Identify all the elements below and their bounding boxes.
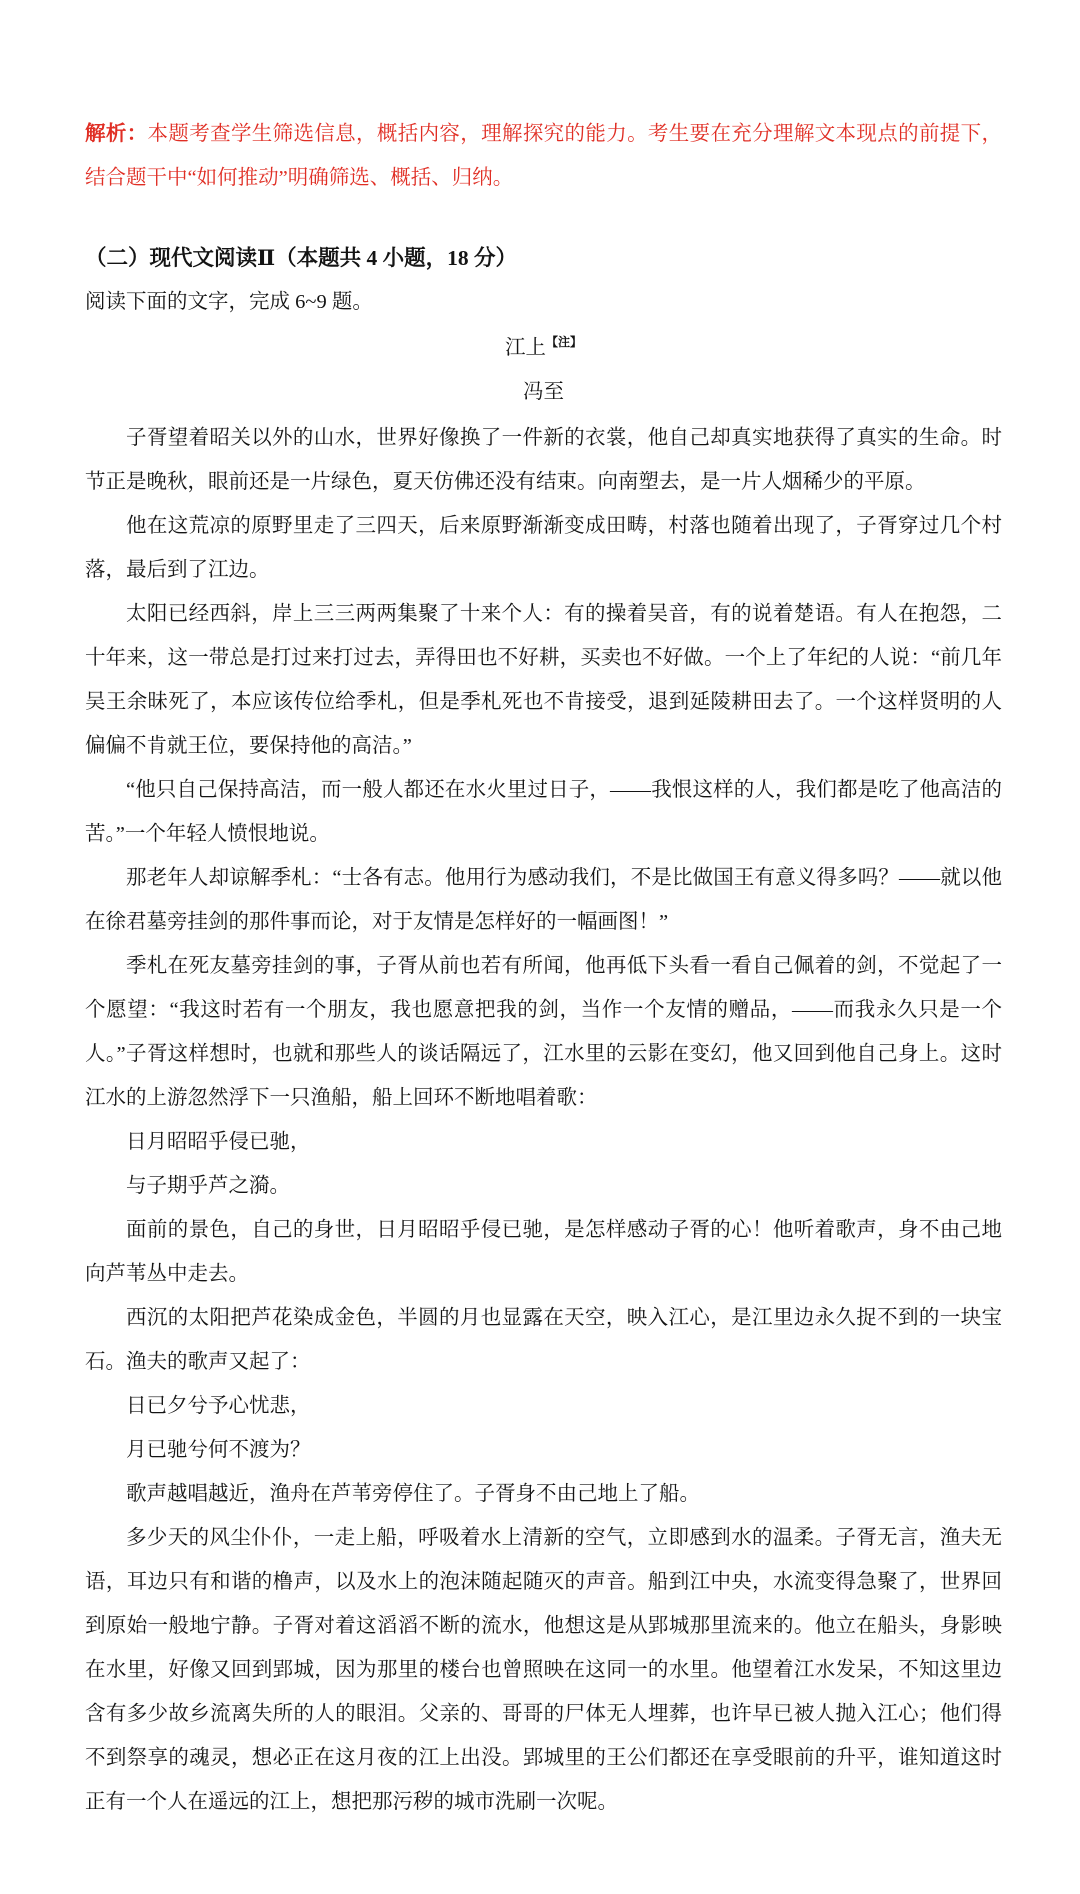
passage-author: 冯至 [523,381,564,403]
passage-title-text: 江上 [504,337,546,359]
passage-paragraph: “他只自己保持高洁，而一般人都还在水火里过日子，——我恨这样的人，我们都是吃了他高洁的苦。”一个年轻人愤恨地说。 [85,779,1002,845]
passage-paragraph: 他在这荒凉的原野里走了三四天，后来原野渐渐变成田畴，村落也随着出现了，子胥穿过几个村落，最后到了江边。 [85,515,1002,581]
song-line: 日月昭昭乎侵已驰， [126,1131,311,1153]
passage-paragraph: 歌声越唱越近，渔舟在芦苇旁停住了。子胥身不由己地上了船。 [126,1483,700,1505]
song-line: 与子期乎芦之漪。 [126,1175,290,1197]
passage-paragraph: 西沉的太阳把芦花染成金色，半圆的月也显露在天空，映入江心，是江里边永久捉不到的一块宝石。渔夫的歌声又起了： [85,1307,1002,1373]
analysis-paragraph [85,112,1002,200]
passage-paragraph: 子胥望着昭关以外的山水，世界好像换了一件新的衣裳，他自己却真实地获得了真实的生命。时节正是晚秋，眼前还是一片绿色，夏天仿佛还没有结束。向南塑去，是一片人烟稀少的平原。 [85,427,1002,493]
passage-paragraph: 季札在死友墓旁挂剑的事，子胥从前也若有所闻，他再低下头看一看自己佩着的剑，不觉起了一个愿望：“我这时若有一个朋友，我也愿意把我的剑，当作一个友情的赠品，——而我永久只是一个人。”子胥这样想时，也就和那些人的谈话隔远了，江水里的云影在变幻，他又回到他自己身上。这时江水的上游忽然浮下一只渔船，船上回环不断地唱着歌： [85,955,1002,1109]
song-line: 月已驰兮何不渡为？ [126,1439,311,1461]
section-heading: （二）现代文阅读Ⅱ（本题共 4 小题，18 分） [85,246,517,270]
footnote-marker: 【注】 [545,335,582,350]
analysis-label: 解析： [85,123,148,145]
passage-paragraph: 多少天的风尘仆仆，一走上船，呼吸着水上清新的空气，立即感到水的温柔。子胥无言，渔夫无语，耳边只有和谐的橹声，以及水上的泡沫随起随灭的声音。船到江中央，水流变得急聚了，世界回到原始一般地宁静。子胥对着这滔滔不断的流水，他想这是从郢城那里流来的。他立在船头，身影映在水里，好像又回到郢城，因为那里的楼台也曾照映在这同一的水里。他望着江水发呆，不知这里边含有多少故乡流离失所的人的眼泪。父亲的、哥哥的尸体无人埋葬，也许早已被人抛入江心；他们得不到祭享的魂灵，想必正在这月夜的江上出没。郢城里的王公们都还在享受眼前的升平，谁知道这时正有一个人在遥远的江上，想把那污秽的城市洗刷一次呢。 [85,1527,1002,1813]
passage-body [85,416,1002,1824]
analysis-text: 本题考查学生筛选信息，概括内容，理解探究的能力。考生要在充分理解文本现点的前提下，结合题干中“如何推动”明确筛选、概括、归纳。 [85,123,1002,189]
passage-paragraph: 面前的景色，自己的身世，日月昭昭乎侵已驰，是怎样感动子胥的心！他听着歌声，身不由己地向芦苇丛中走去。 [85,1219,1002,1285]
passage-title [85,326,1002,370]
reading-instruction: 阅读下面的文字，完成 6~9 题。 [85,291,373,313]
song-line: 日已夕兮予心忧悲， [126,1395,311,1417]
passage-paragraph: 那老年人却谅解季札：“士各有志。他用行为感动我们，不是比做国王有意义得多吗？——就以他在徐君墓旁挂剑的那件事而论，对于友情是怎样好的一幅画图！” [85,867,1002,933]
passage-paragraph: 太阳已经西斜，岸上三三两两集聚了十来个人：有的操着吴音，有的说着楚语。有人在抱怨，二十年来，这一带总是打过来打过去，弄得田也不好耕，买卖也不好做。一个上了年纪的人说：“前几年吴王余昧死了，本应该传位给季札，但是季札死也不肯接受，退到延陵耕田去了。一个这样贤明的人偏偏不肯就王位，要保持他的高洁。” [85,603,1002,757]
